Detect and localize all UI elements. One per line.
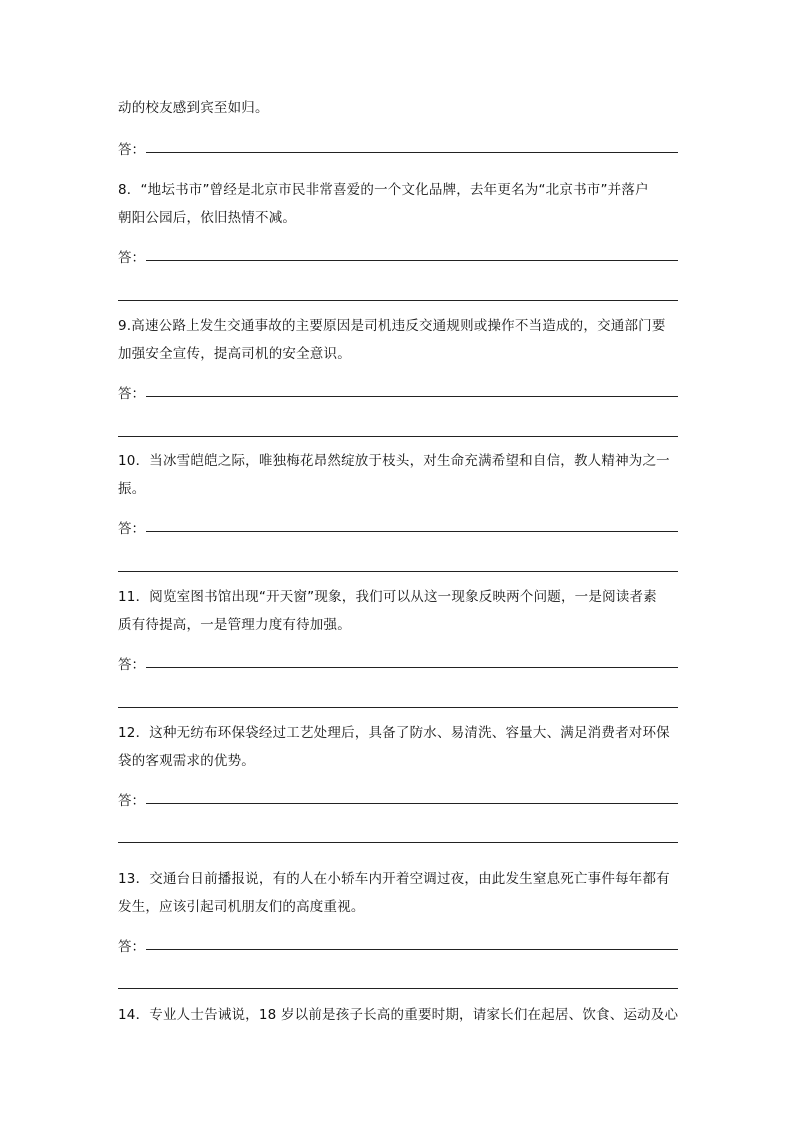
q10-answer-line[interactable]	[118, 517, 678, 537]
q12-answer-line-2[interactable]	[118, 842, 678, 843]
q8-answer-line[interactable]	[118, 246, 678, 266]
q13-line1: 13．交通台日前播报说，有的人在小轿车内开着空调过夜，由此发生窒息死亡事件每年都有	[118, 871, 670, 887]
answer-label: 答：	[118, 939, 145, 955]
q9-line2: 加强安全宣传，提高司机的安全意识。	[118, 346, 351, 362]
q13-answer-line[interactable]	[118, 935, 678, 955]
answer-label: 答：	[118, 521, 145, 537]
answer-label: 答：	[118, 793, 145, 809]
answer-label: 答：	[118, 657, 145, 673]
answer-label: 答：	[118, 386, 145, 402]
q9-line1: 9.高速公路上发生交通事故的主要原因是司机违反交通规则或操作不当造成的，交通部门要	[118, 318, 666, 334]
q10-answer-line-2[interactable]	[118, 571, 678, 572]
q12-line1: 12．这种无纺布环保袋经过工艺处理后，具备了防水、易清洗、容量大、满足消费者对环保	[118, 725, 670, 741]
q9-answer-line[interactable]	[118, 382, 678, 402]
q12-line2: 袋的客观需求的优势。	[118, 753, 255, 769]
q14-line1: 14．专业人士告诫说，18 岁以前是孩子长高的重要时期，请家长们在起居、饮食、运动及心	[118, 1007, 679, 1023]
q9-answer-line-2[interactable]	[118, 436, 678, 437]
q8-line1: 8．“地坛书市”曾经是北京市民非常喜爱的一个文化品牌，去年更名为“北京书市”并落户	[118, 182, 649, 198]
q10-line1: 10．当冰雪皑皑之际，唯独梅花昂然绽放于枝头，对生命充满希望和自信，教人精神为之一	[118, 453, 670, 469]
q12-answer-line[interactable]	[118, 789, 678, 809]
q13-answer-line-2[interactable]	[118, 988, 678, 989]
q11-answer-line-2[interactable]	[118, 707, 678, 708]
q11-line1: 11．阅览室图书馆出现“开天窗”现象，我们可以从这一现象反映两个问题，一是阅读者素	[118, 589, 657, 605]
q13-line2: 发生，应该引起司机朋友们的高度重视。	[118, 899, 365, 915]
q8-line2: 朝阳公园后，依旧热情不减。	[118, 210, 297, 226]
answer-label: 答：	[118, 142, 145, 158]
q11-answer-line[interactable]	[118, 653, 678, 673]
q10-line2: 振。	[118, 481, 146, 497]
q8-answer-line-2[interactable]	[118, 300, 678, 301]
answer-label: 答：	[118, 250, 145, 266]
q11-line2: 质有待提高，一是管理力度有待加强。	[118, 617, 351, 633]
q7-continuation: 动的校友感到宾至如归。	[118, 100, 269, 116]
q7-answer-line[interactable]	[118, 138, 678, 158]
